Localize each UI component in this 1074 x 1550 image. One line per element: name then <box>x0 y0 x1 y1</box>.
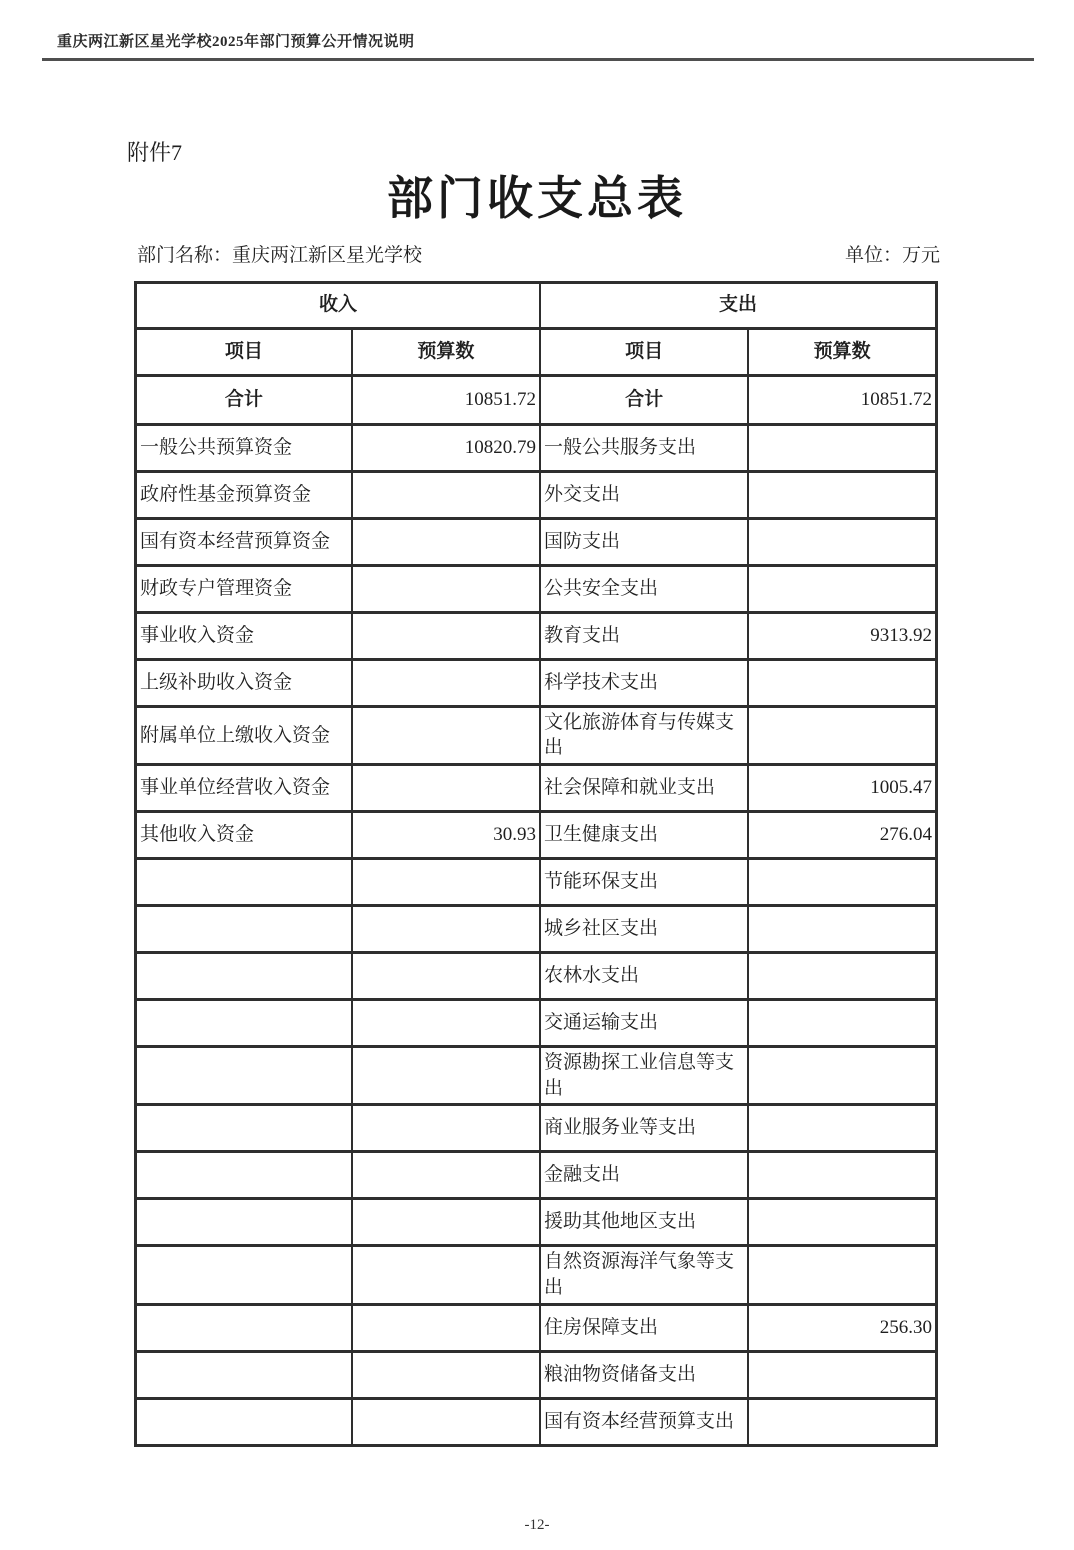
expense-item-cell: 资源勘探工业信息等支出 <box>540 1047 748 1105</box>
expense-value-cell: 9313.92 <box>748 612 936 659</box>
expense-value-cell <box>748 518 936 565</box>
table-row <box>136 706 937 764</box>
expense-budget-header: 预算数 <box>748 328 936 375</box>
expense-item-cell: 粮油物资储备支出 <box>540 1351 748 1398</box>
table-row <box>136 1105 937 1152</box>
expense-value-cell: 276.04 <box>748 812 936 859</box>
income-item-cell <box>136 1047 352 1105</box>
income-value-cell <box>352 1105 540 1152</box>
page-number: -12- <box>524 1517 550 1533</box>
income-value-cell <box>352 1304 540 1351</box>
expense-group-header: 支出 <box>540 282 937 328</box>
table-row <box>136 812 937 859</box>
expense-value-cell: 256.30 <box>748 1304 936 1351</box>
income-value-cell: 10851.72 <box>352 375 540 424</box>
expense-value-cell <box>748 659 936 706</box>
income-item-cell: 财政专户管理资金 <box>136 565 352 612</box>
table-group-header-row <box>136 282 937 328</box>
income-value-cell <box>352 953 540 1000</box>
running-header-text: 重庆两江新区星光学校2025年部门预算公开情况说明 <box>57 34 415 50</box>
table-row <box>136 1047 937 1105</box>
table-body <box>136 375 937 1445</box>
table-row <box>136 1398 937 1445</box>
table-row <box>136 906 937 953</box>
attachment-label: 附件7 <box>127 140 183 165</box>
table-row-total <box>136 375 937 424</box>
table-row <box>136 1152 937 1199</box>
income-item-cell <box>136 1152 352 1199</box>
income-item-cell: 合计 <box>136 375 352 424</box>
expense-item-cell: 外交支出 <box>540 471 748 518</box>
table-row <box>136 1000 937 1047</box>
income-value-cell: 10820.79 <box>352 424 540 471</box>
table-column-header-row <box>136 328 937 375</box>
income-value-cell <box>352 565 540 612</box>
department-name: 部门名称：重庆两江新区星光学校 <box>137 245 423 267</box>
expense-item-cell: 交通运输支出 <box>540 1000 748 1047</box>
expense-item-cell: 国有资本经营预算支出 <box>540 1398 748 1445</box>
income-value-cell <box>352 612 540 659</box>
table-row <box>136 565 937 612</box>
expense-value-cell <box>748 1398 936 1445</box>
expense-item-cell: 援助其他地区支出 <box>540 1199 748 1246</box>
income-value-cell <box>352 1246 540 1304</box>
income-value-cell <box>352 706 540 764</box>
expense-item-cell: 住房保障支出 <box>540 1304 748 1351</box>
table-row <box>136 1246 937 1304</box>
running-header <box>42 30 1034 61</box>
expense-value-cell <box>748 424 936 471</box>
expense-item-cell: 合计 <box>540 375 748 424</box>
income-value-cell <box>352 1152 540 1199</box>
income-item-cell: 一般公共预算资金 <box>136 424 352 471</box>
income-item-cell: 上级补助收入资金 <box>136 659 352 706</box>
table-row <box>136 424 937 471</box>
income-value-cell <box>352 471 540 518</box>
expense-value-cell <box>748 1246 936 1304</box>
table-row <box>136 659 937 706</box>
expense-value-cell <box>748 906 936 953</box>
income-value-cell <box>352 859 540 906</box>
expense-value-cell <box>748 1199 936 1246</box>
income-value-cell <box>352 1047 540 1105</box>
income-group-header: 收入 <box>136 282 541 328</box>
income-item-cell: 事业收入资金 <box>136 612 352 659</box>
expense-item-cell: 城乡社区支出 <box>540 906 748 953</box>
expense-item-cell: 公共安全支出 <box>540 565 748 612</box>
income-item-cell <box>136 1105 352 1152</box>
expense-item-cell: 商业服务业等支出 <box>540 1105 748 1152</box>
expense-item-cell: 自然资源海洋气象等支出 <box>540 1246 748 1304</box>
income-item-cell: 附属单位上缴收入资金 <box>136 706 352 764</box>
income-item-cell <box>136 906 352 953</box>
expense-item-cell: 文化旅游体育与传媒支出 <box>540 706 748 764</box>
table-row <box>136 1304 937 1351</box>
expense-item-cell: 社会保障和就业支出 <box>540 765 748 812</box>
expense-item-cell: 教育支出 <box>540 612 748 659</box>
expense-item-cell: 卫生健康支出 <box>540 812 748 859</box>
expense-value-cell: 10851.72 <box>748 375 936 424</box>
income-item-header: 项目 <box>136 328 352 375</box>
expense-value-cell <box>748 859 936 906</box>
income-item-cell <box>136 1000 352 1047</box>
income-value-cell <box>352 1199 540 1246</box>
expense-value-cell: 1005.47 <box>748 765 936 812</box>
expense-item-cell: 一般公共服务支出 <box>540 424 748 471</box>
expense-value-cell <box>748 1105 936 1152</box>
income-item-cell <box>136 1398 352 1445</box>
income-item-cell: 国有资本经营预算资金 <box>136 518 352 565</box>
income-item-cell: 政府性基金预算资金 <box>136 471 352 518</box>
income-value-cell <box>352 1351 540 1398</box>
table-row <box>136 518 937 565</box>
table-row <box>136 765 937 812</box>
table-row <box>136 471 937 518</box>
expense-value-cell <box>748 471 936 518</box>
unit-label: 单位：万元 <box>844 245 940 267</box>
expense-item-cell: 农林水支出 <box>540 953 748 1000</box>
income-item-cell <box>136 1199 352 1246</box>
expense-value-cell <box>748 1152 936 1199</box>
income-value-cell <box>352 518 540 565</box>
income-item-cell <box>136 1246 352 1304</box>
page-title: 部门收支总表 <box>387 172 687 224</box>
expense-value-cell <box>748 953 936 1000</box>
expense-item-cell: 金融支出 <box>540 1152 748 1199</box>
income-value-cell <box>352 1398 540 1445</box>
income-value-cell <box>352 1000 540 1047</box>
expense-value-cell <box>748 706 936 764</box>
income-item-cell <box>136 859 352 906</box>
table-row <box>136 1199 937 1246</box>
income-budget-header: 预算数 <box>352 328 540 375</box>
expense-item-cell: 节能环保支出 <box>540 859 748 906</box>
budget-summary-table <box>134 281 938 1447</box>
income-item-cell: 事业单位经营收入资金 <box>136 765 352 812</box>
table-row <box>136 1351 937 1398</box>
income-item-cell <box>136 953 352 1000</box>
income-value-cell <box>352 659 540 706</box>
expense-item-cell: 科学技术支出 <box>540 659 748 706</box>
expense-item-header: 项目 <box>540 328 748 375</box>
income-value-cell <box>352 906 540 953</box>
expense-value-cell <box>748 1047 936 1105</box>
table-row <box>136 859 937 906</box>
expense-value-cell <box>748 565 936 612</box>
table-meta-row <box>137 243 940 269</box>
income-value-cell: 30.93 <box>352 812 540 859</box>
table-row <box>136 612 937 659</box>
income-item-cell: 其他收入资金 <box>136 812 352 859</box>
expense-value-cell <box>748 1000 936 1047</box>
income-value-cell <box>352 765 540 812</box>
table-row <box>136 953 937 1000</box>
document-page <box>0 30 1074 1550</box>
expense-item-cell: 国防支出 <box>540 518 748 565</box>
income-item-cell <box>136 1351 352 1398</box>
income-item-cell <box>136 1304 352 1351</box>
expense-value-cell <box>748 1351 936 1398</box>
